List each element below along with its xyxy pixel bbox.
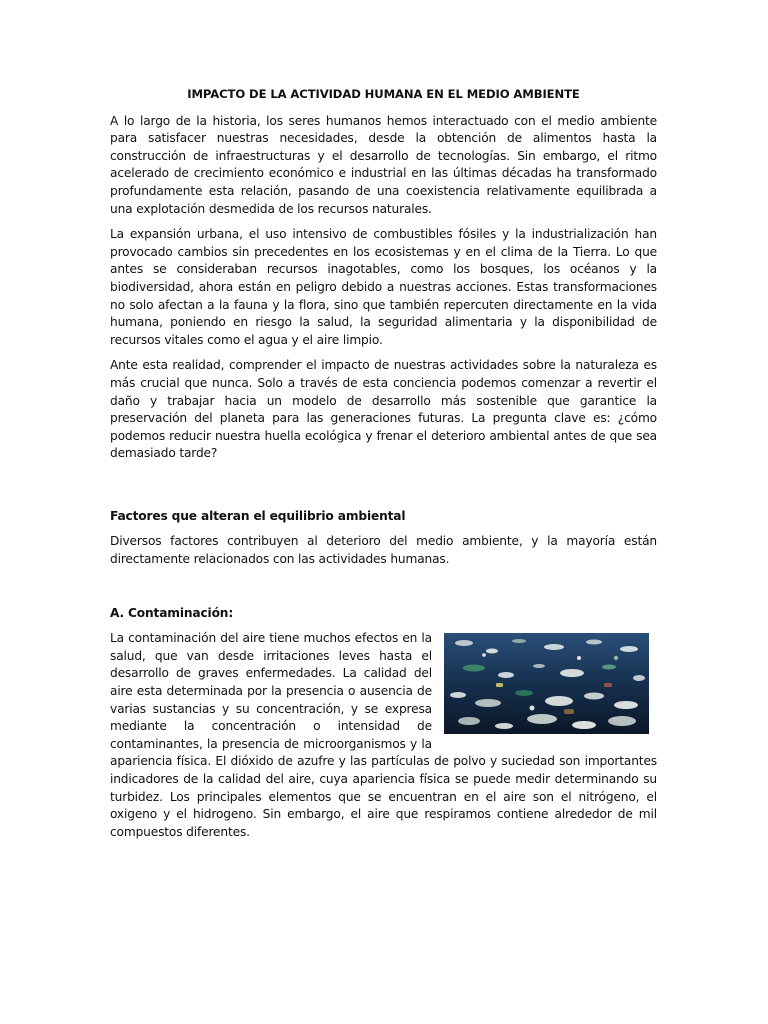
subsection-title: Contaminación: [128,605,234,620]
intro-paragraph-2: La expansión urbana, el uso intensivo de combustibles fósiles y la industrialización han provocado cambios sin precedentes en los ecosistemas y en el clima de la Tierra. Lo que antes se consideraban recursos inagotables, como los bosques, los océanos y la biodiversidad, ahora están en peligro debido a nuestras acciones. Estas transformaciones no solo afectan a la fauna y la flora, sino que también repercuten directamente en la vida humana, poniendo en riesgo la salud, la seguridad alimentaria y la disponibilidad de recursos vitales como el agua y el aire limpio. [110,227,657,347]
contamination-paragraph [110,630,657,841]
subsection-letter: A. [110,605,124,620]
document-title: IMPACTO DE LA ACTIVIDAD HUMANA EN EL MEDIO AMBIENTE [187,87,580,101]
subsection-heading [110,605,657,623]
polluted-water-image [444,633,649,734]
spacer [110,471,657,508]
spacer [110,577,657,605]
contamination-text: La contaminación del aire tiene muchos efectos en la salud, que van desde irritaciones leves hasta el desarrollo de graves enfermedades. La calidad del aire esta determinada por la presencia o ausencia de varias sustancias y su concentración, y se expresa mediante la concentración o intensidad de contaminantes, la presencia de microorganismos y la apariencia física. El dióxido de azufre y las partículas de polvo y suciedad son importantes indicadores de la calidad del aire, cuya apariencia física se puede medir determinando su turbidez. Los principales elementos que se encuentran en el aire son el nitrógeno, el oxigeno y el hidrogeno. Sin embargo, el aire que respiramos contiene alrededor de mil compuestos diferentes. [110,631,657,839]
intro-paragraph-3: Ante esta realidad, comprender el impacto de nuestras actividades sobre la naturaleza es más crucial que nunca. Solo a través de esta conciencia podemos comenzar a revertir el daño y trabajar hacia un modelo de desarrollo más sostenible que garantice la preservación del planeta para las generaciones futuras. La pregunta clave es: ¿cómo podemos reducir nuestra huella ecológica y frenar el deterioro ambiental antes de que sea demasiado tarde? [110,358,657,461]
section-heading: Factores que alteran el equilibrio ambiental [110,508,406,523]
document-page [110,86,657,849]
polluted-water-photo [444,633,649,734]
section-paragraph: Diversos factores contribuyen al deterioro del medio ambiente, y la mayoría están directamente relacionados con las actividades humanas. [110,534,657,567]
intro-paragraph-1: A lo largo de la historia, los seres humanos hemos interactuado con el medio ambiente para satisfacer nuestras necesidades, desde la obtención de alimentos hasta la construcción de infraestructuras y el desarrollo de tecnologías. Sin embargo, el ritmo acelerado de crecimiento económico e industrial en las últimas décadas ha transformado profundamente esta relación, pasando de una coexistencia relativamente equilibrada a una explotación desmedida de los recursos naturales. [110,113,657,216]
